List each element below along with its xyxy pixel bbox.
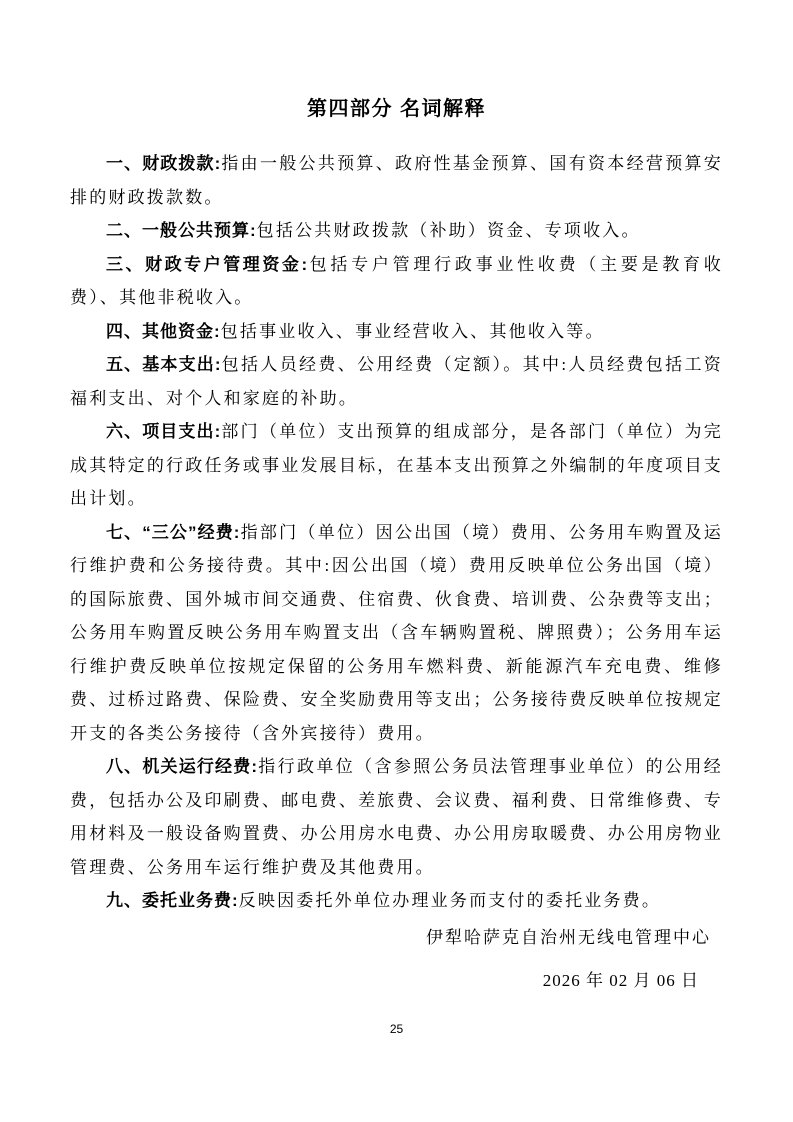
term-label: 五、基本支出:	[106, 355, 222, 374]
page-title: 第四部分 名词解释	[306, 98, 487, 120]
term-label: 三、财政专户管理资金:	[106, 254, 309, 274]
term-definition: 指由一般公共预算、政府性基金预算、国有资本经营预算安排的财政拨款数。	[70, 154, 723, 207]
definition-paragraph	[70, 348, 723, 415]
term-definition: 指行政单位（含参照公务员法管理事业单位）的公用经费，包括办公及印刷费、邮电费、差旅费、会议费、福利费、日常维修费、专用材料及一般设备购置费、办公用房水电费、办公用房取暖费、办公用房物业管理费、公务用车运行维护费及其他费用。	[70, 757, 723, 877]
term-definition: 反映因委托外单位办理业务而支付的委托业务费。	[238, 891, 662, 910]
term-label: 八、机关运行经费:	[106, 757, 259, 776]
term-label: 六、项目支出:	[106, 422, 222, 441]
term-definition: 包括专户管理行政事业性收费（主要是教育收费）、其他非税收入。	[70, 254, 723, 307]
term-label: 二、一般公共预算:	[106, 221, 257, 240]
term-definition: 包括人员经费、公用经费（定额）。其中:人员经费包括工资福利支出、对个人和家庭的补助。	[70, 355, 724, 408]
definition-paragraph	[70, 750, 723, 884]
definition-paragraph	[70, 147, 723, 214]
term-label: 一、财政拨款:	[106, 154, 222, 173]
definition-paragraph	[70, 884, 723, 918]
definition-paragraph	[70, 248, 723, 315]
term-definition: 部门（单位）支出预算的组成部分，是各部门（单位）为完成其特定的行政任务或事业发展目标，在基本支出预算之外编制的年度项目支出计划。	[70, 422, 723, 508]
term-label: 七、“三公”经费:	[106, 522, 241, 542]
term-label: 四、其他资金:	[106, 321, 221, 341]
page-number: 25	[389, 1022, 404, 1036]
term-label: 九、委托业务费:	[106, 891, 239, 910]
definition-paragraph	[70, 315, 723, 349]
definition-paragraph	[70, 214, 723, 248]
document-content	[70, 0, 723, 998]
signature-date: 2026 年 02 月 06 日	[542, 971, 699, 990]
term-definition: 包括公共财政拨款（补助）资金、专项收入。	[256, 221, 641, 240]
definition-paragraph	[70, 516, 723, 751]
term-definition: 指部门（单位）因公出国（境）费用、公务用车购置及运行维护费和公务接待费。其中:因公出国（境）费用反映单位公务出国（境）的国际旅费、国外城市间交通费、住宿费、伙食费、培训费、公杂费等支出；公务用车购置反映公务用车购置支出（含车辆购置税、牌照费）；公务用车运行维护费反映单位按规定保留的公务用车燃料费、新能源汽车充电费、维修费、过桥过路费、保险费、安全奖励费用等支出；公务接待费反映单位按规定开支的各类公务接待（含外宾接待）费用。	[70, 522, 723, 743]
signature-organization: 伊犁哈萨克自治州无线电管理中心	[426, 927, 711, 947]
term-definition: 包括事业收入、事业经营收入、其他收入等。	[220, 321, 605, 341]
definition-paragraph	[70, 415, 723, 516]
